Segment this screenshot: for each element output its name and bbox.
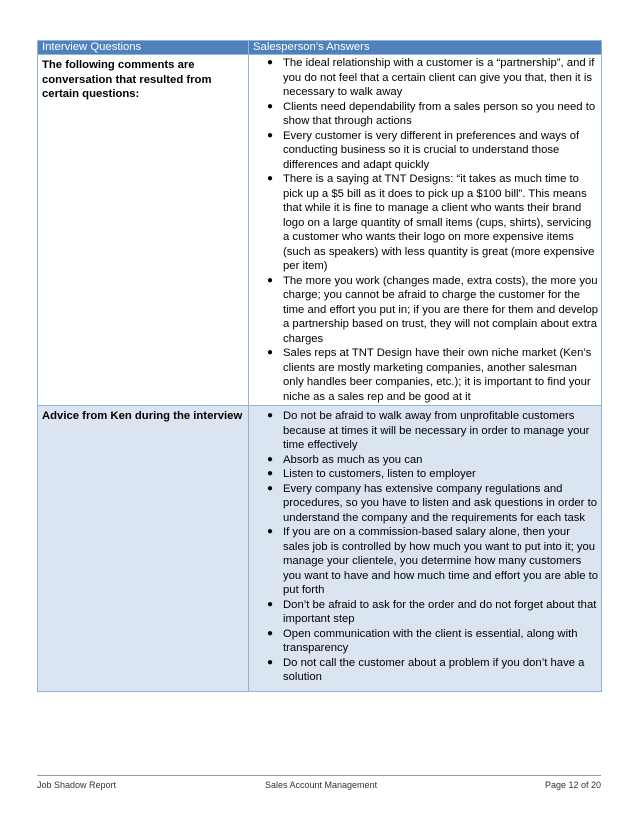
bullet-icon: ● (267, 274, 274, 286)
list-item (249, 467, 601, 482)
list-item (249, 409, 601, 453)
answer-text: Do not call the customer about a problem if you don’t have a solution (283, 656, 585, 683)
list-item (249, 627, 601, 656)
answer-text: Don’t be afraid to ask for the order and do not forget about that important step (283, 598, 597, 625)
list-item (249, 346, 601, 404)
question-cell: The following comments are conversation that resulted from certain questions: (38, 55, 249, 406)
list-item (249, 129, 601, 173)
page-footer (37, 775, 601, 796)
answers-list (249, 56, 601, 404)
answer-text: There is a saying at TNT Designs: “it takes as much time to pick up a $5 bill as it does to pick up a $100 bill”. This means that while it is fine to manage a client who wants their brand logo on a large quantity of small items (cups, shirts), servicing a customer who wants their logo on more expensive items (such as speakers) with less quantity is great (more expensive per item) (283, 173, 595, 272)
bullet-icon: ● (267, 656, 274, 668)
answer-text: Open communication with the client is essential, along with transparency (283, 627, 578, 654)
answers-cell (249, 406, 602, 692)
footer-course-name: Sales Account Management (265, 780, 378, 790)
list-item (249, 453, 601, 468)
answer-text: Listen to customers, listen to employer (283, 468, 476, 480)
header-interview-questions: Interview Questions (38, 41, 249, 55)
bullet-icon: ● (267, 173, 274, 184)
answer-text: Absorb as much as you can (283, 453, 423, 466)
answer-text: Do not be afraid to walk away from unprofitable customers because at times it will be necessary in order to manage your time effectively (283, 410, 590, 451)
interview-table (37, 40, 602, 692)
list-item (249, 525, 601, 598)
bullet-icon: ● (267, 129, 274, 141)
list-item (249, 100, 601, 129)
answer-text: The more you work (changes made, extra costs), the more you charge; you cannot be afraid to charge the customer for the time and effort you put in; if you are there for them and develop a partnership based on trust, they will not complain about extra charges (283, 274, 599, 345)
header-salesperson-answers: Salesperson’s Answers (249, 41, 602, 55)
answer-text: Clients need dependability from a sales person so you need to show that through actions (283, 100, 596, 127)
bullet-icon: ● (267, 482, 274, 494)
question-cell: Advice from Ken during the interview (38, 406, 249, 692)
bullet-icon: ● (267, 453, 274, 465)
bullet-icon: ● (267, 347, 274, 358)
answer-text: Sales reps at TNT Design have their own niche market (Ken’s clients are mostly marketing companies, another salesman only handles beer companies, etc.); it is important to find your niche as a sales rep and be good at it (283, 347, 592, 403)
answers-cell (249, 55, 602, 406)
footer-page-number: Page 12 of 20 (544, 780, 601, 790)
answer-text: Every company has extensive company regulations and procedures, so you have to listen and ask questions in order to understand the company and the requirements for each task (283, 482, 597, 524)
table-header-row (38, 41, 602, 55)
list-item (249, 656, 601, 685)
bullet-icon: ● (267, 526, 274, 537)
answer-text: The ideal relationship with a customer is a “partnership”, and if you do not feel that a certain client can give you that, then it is necessary to walk away (283, 57, 595, 98)
bullet-icon: ● (267, 57, 274, 68)
list-item (249, 274, 601, 347)
list-item (249, 56, 601, 100)
list-item (249, 172, 601, 274)
answers-list (249, 409, 601, 685)
list-item (249, 598, 601, 627)
footer-report-title: Job Shadow Report (37, 780, 117, 790)
bullet-icon: ● (267, 468, 274, 479)
bullet-icon: ● (267, 100, 274, 112)
bullet-icon: ● (267, 410, 274, 421)
answer-text: If you are on a commission-based salary alone, then your sales job is controlled by how much you want to put into it; you manage your clientele, you determine how many customers you want to have and how much time and effort you are able to put forth (283, 526, 599, 596)
table-row (38, 55, 602, 406)
list-item (249, 482, 601, 526)
table-row (38, 406, 602, 692)
bullet-icon: ● (267, 627, 274, 639)
answer-text: Every customer is very different in preferences and ways of conducting business so it is crucial to understand those differences and adapt quickly (283, 129, 580, 171)
bullet-icon: ● (267, 598, 274, 610)
